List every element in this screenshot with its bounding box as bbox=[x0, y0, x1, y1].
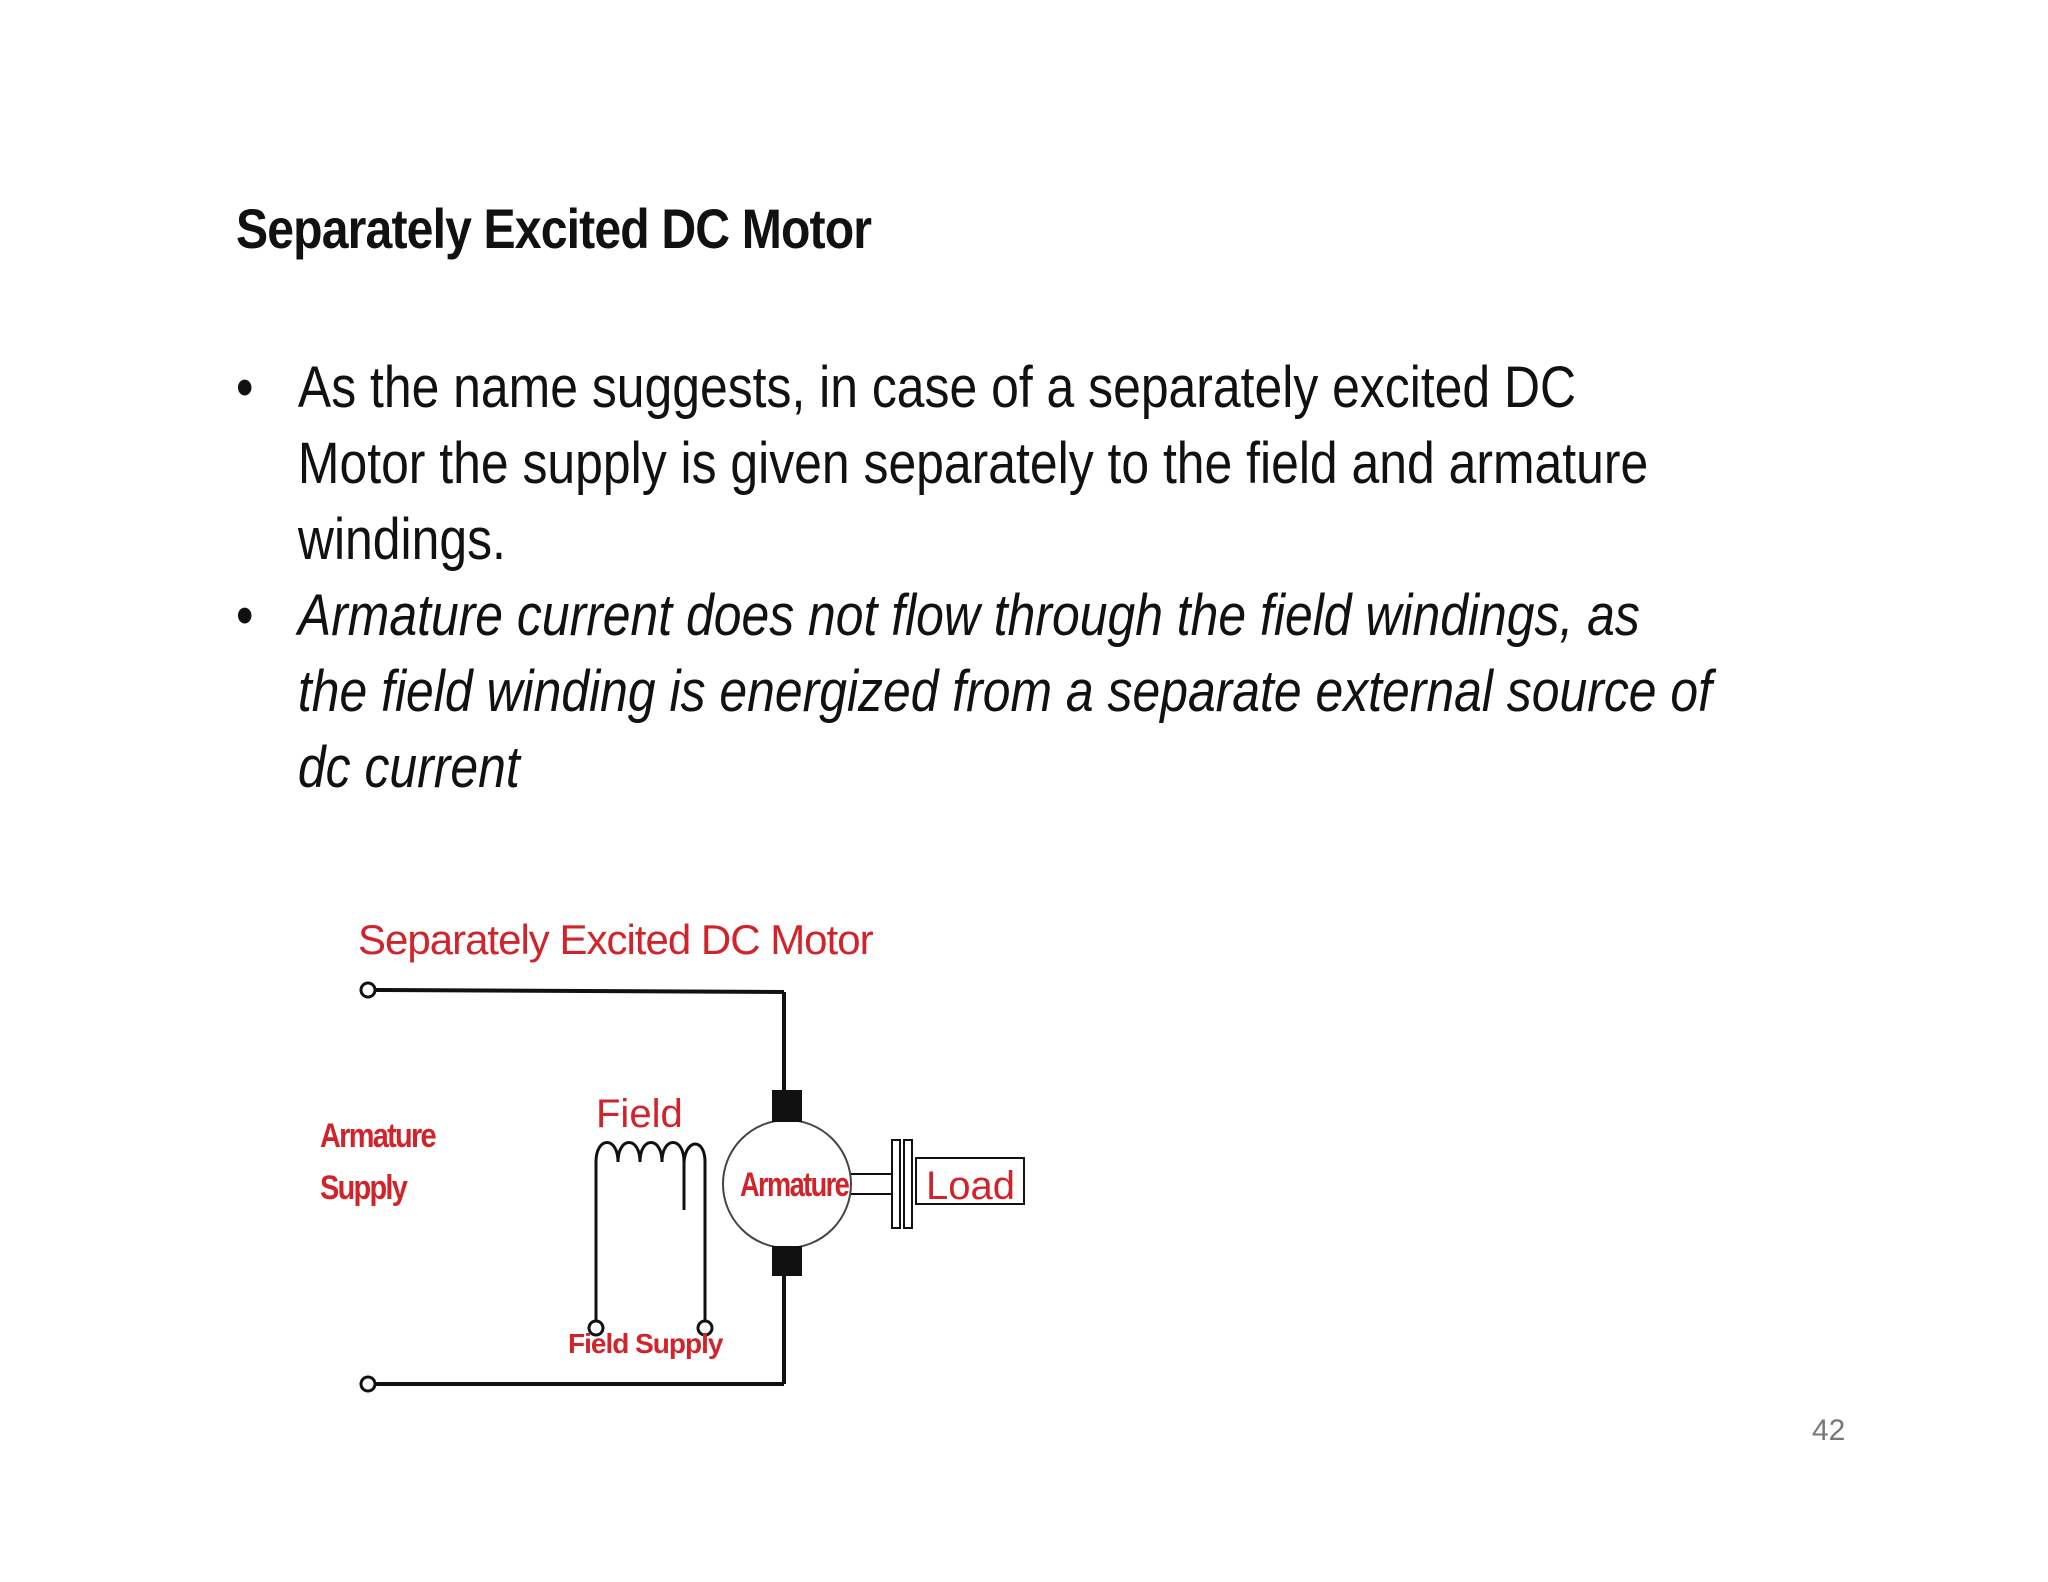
armature-supply-text: Armature Supply bbox=[320, 1117, 435, 1207]
diagram-title: Separately Excited DC Motor bbox=[358, 916, 873, 963]
load-label: Load bbox=[926, 1164, 1015, 1208]
bullet-item bbox=[236, 350, 1715, 578]
armature-supply-label bbox=[320, 1110, 435, 1214]
top-supply-wire bbox=[374, 990, 784, 992]
bullet-text: Armature current does not flow through the field windings, as the field winding is energized from a separate external source of dc current bbox=[297, 583, 1712, 800]
page-number: 42 bbox=[1812, 1414, 1846, 1447]
top-brush bbox=[772, 1090, 802, 1122]
bullet-marker: • bbox=[236, 355, 254, 420]
top-terminal bbox=[361, 983, 375, 997]
bullet-list bbox=[236, 350, 1956, 806]
bullet-marker: • bbox=[236, 583, 254, 648]
bullet-text: As the name suggests, in case of a separately excited DC Motor the supply is given separately to the field and armature windings. bbox=[297, 355, 1649, 572]
armature-label: Armature bbox=[740, 1166, 849, 1204]
bottom-terminal bbox=[361, 1377, 375, 1391]
bottom-brush bbox=[772, 1246, 802, 1276]
field-coil bbox=[596, 1143, 684, 1211]
field-coil-turn bbox=[684, 1144, 705, 1162]
slide-title: Separately Excited DC Motor bbox=[236, 197, 872, 260]
field-label: Field bbox=[596, 1092, 683, 1136]
bullet-item bbox=[236, 578, 1715, 806]
motor-circuit-diagram bbox=[300, 900, 1100, 1420]
coupling-right bbox=[904, 1140, 912, 1228]
coupling-left bbox=[892, 1140, 900, 1228]
field-supply-label: Field Supply bbox=[568, 1328, 723, 1359]
